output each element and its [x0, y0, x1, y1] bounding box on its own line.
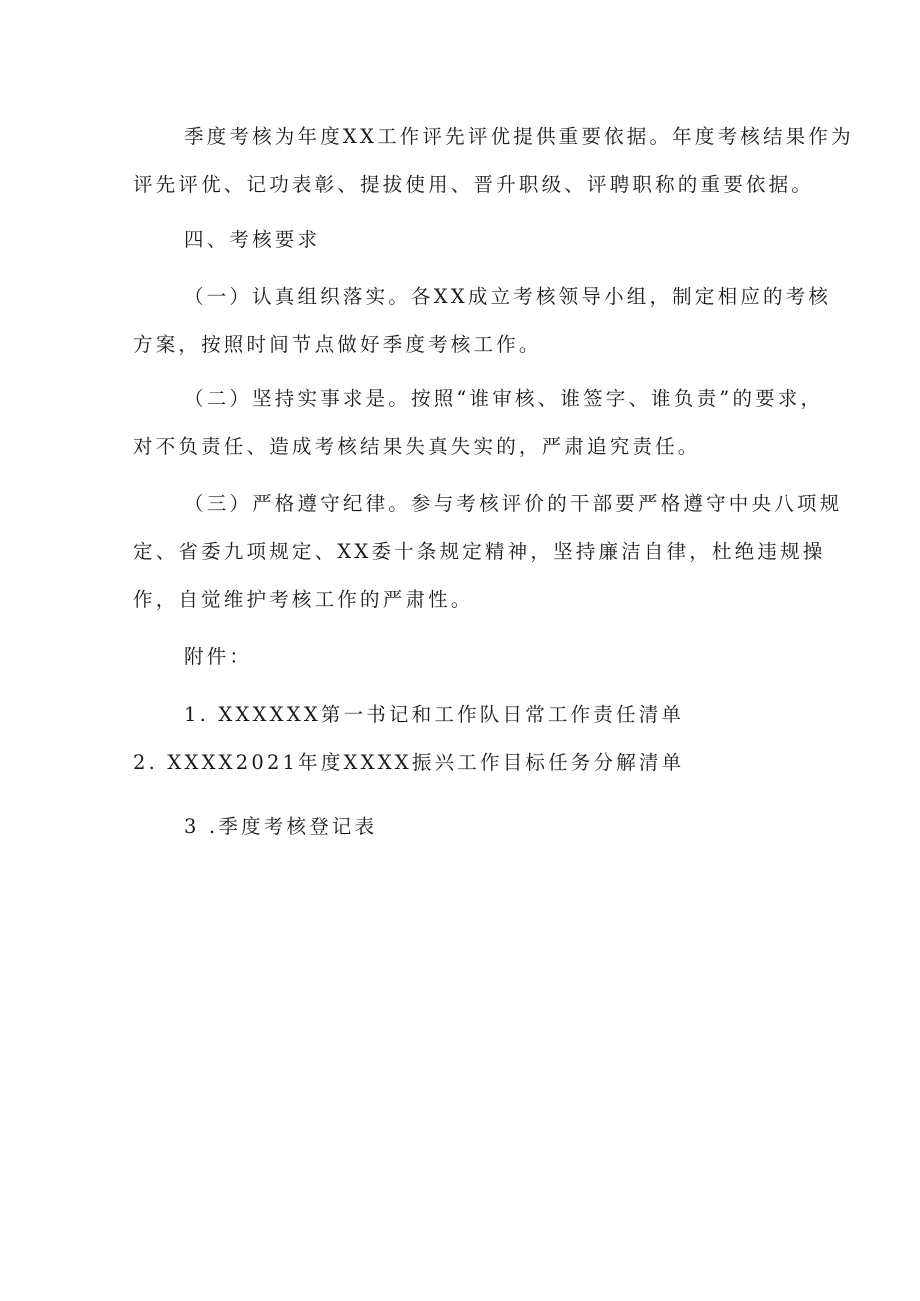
paragraph-line: 对不负责任、造成考核结果失真失实的，严肃追究责任。 — [133, 435, 701, 458]
paragraph-line: （三）严格遵守纪律。参与考核评价的干部要严格遵守中央八项规 — [184, 492, 843, 515]
attachment-item: 1. XXXXXX第一书记和工作队日常工作责任清单 — [184, 703, 685, 726]
paragraph-line: 定、省委九项规定、XX委十条规定精神，坚持廉洁自律，杜绝违规操 — [133, 540, 826, 563]
paragraph-line: 方案，按照时间节点做好季度考核工作。 — [133, 333, 542, 356]
paragraph-line: 评先评优、记功表彰、提拔使用、晋升职级、评聘职称的重要依据。 — [133, 173, 815, 196]
paragraph-line: （一）认真组织落实。各XX成立考核领导小组，制定相应的考核 — [184, 285, 832, 308]
attachments-label: 附件： — [184, 645, 253, 668]
paragraph-line: 作，自觉维护考核工作的严肃性。 — [133, 588, 474, 611]
attachment-item: 3 .季度考核登记表 — [184, 815, 378, 838]
section-heading: 四、考核要求 — [184, 228, 321, 251]
attachment-item: 2. XXXX2021年度XXXX振兴工作目标任务分解清单 — [133, 751, 685, 774]
paragraph-line: （二）坚持实事求是。按照“谁审核、谁签字、谁负责”的要求， — [184, 387, 824, 410]
paragraph-line: 季度考核为年度XX工作评先评优提供重要依据。年度考核结果作为 — [184, 125, 854, 148]
